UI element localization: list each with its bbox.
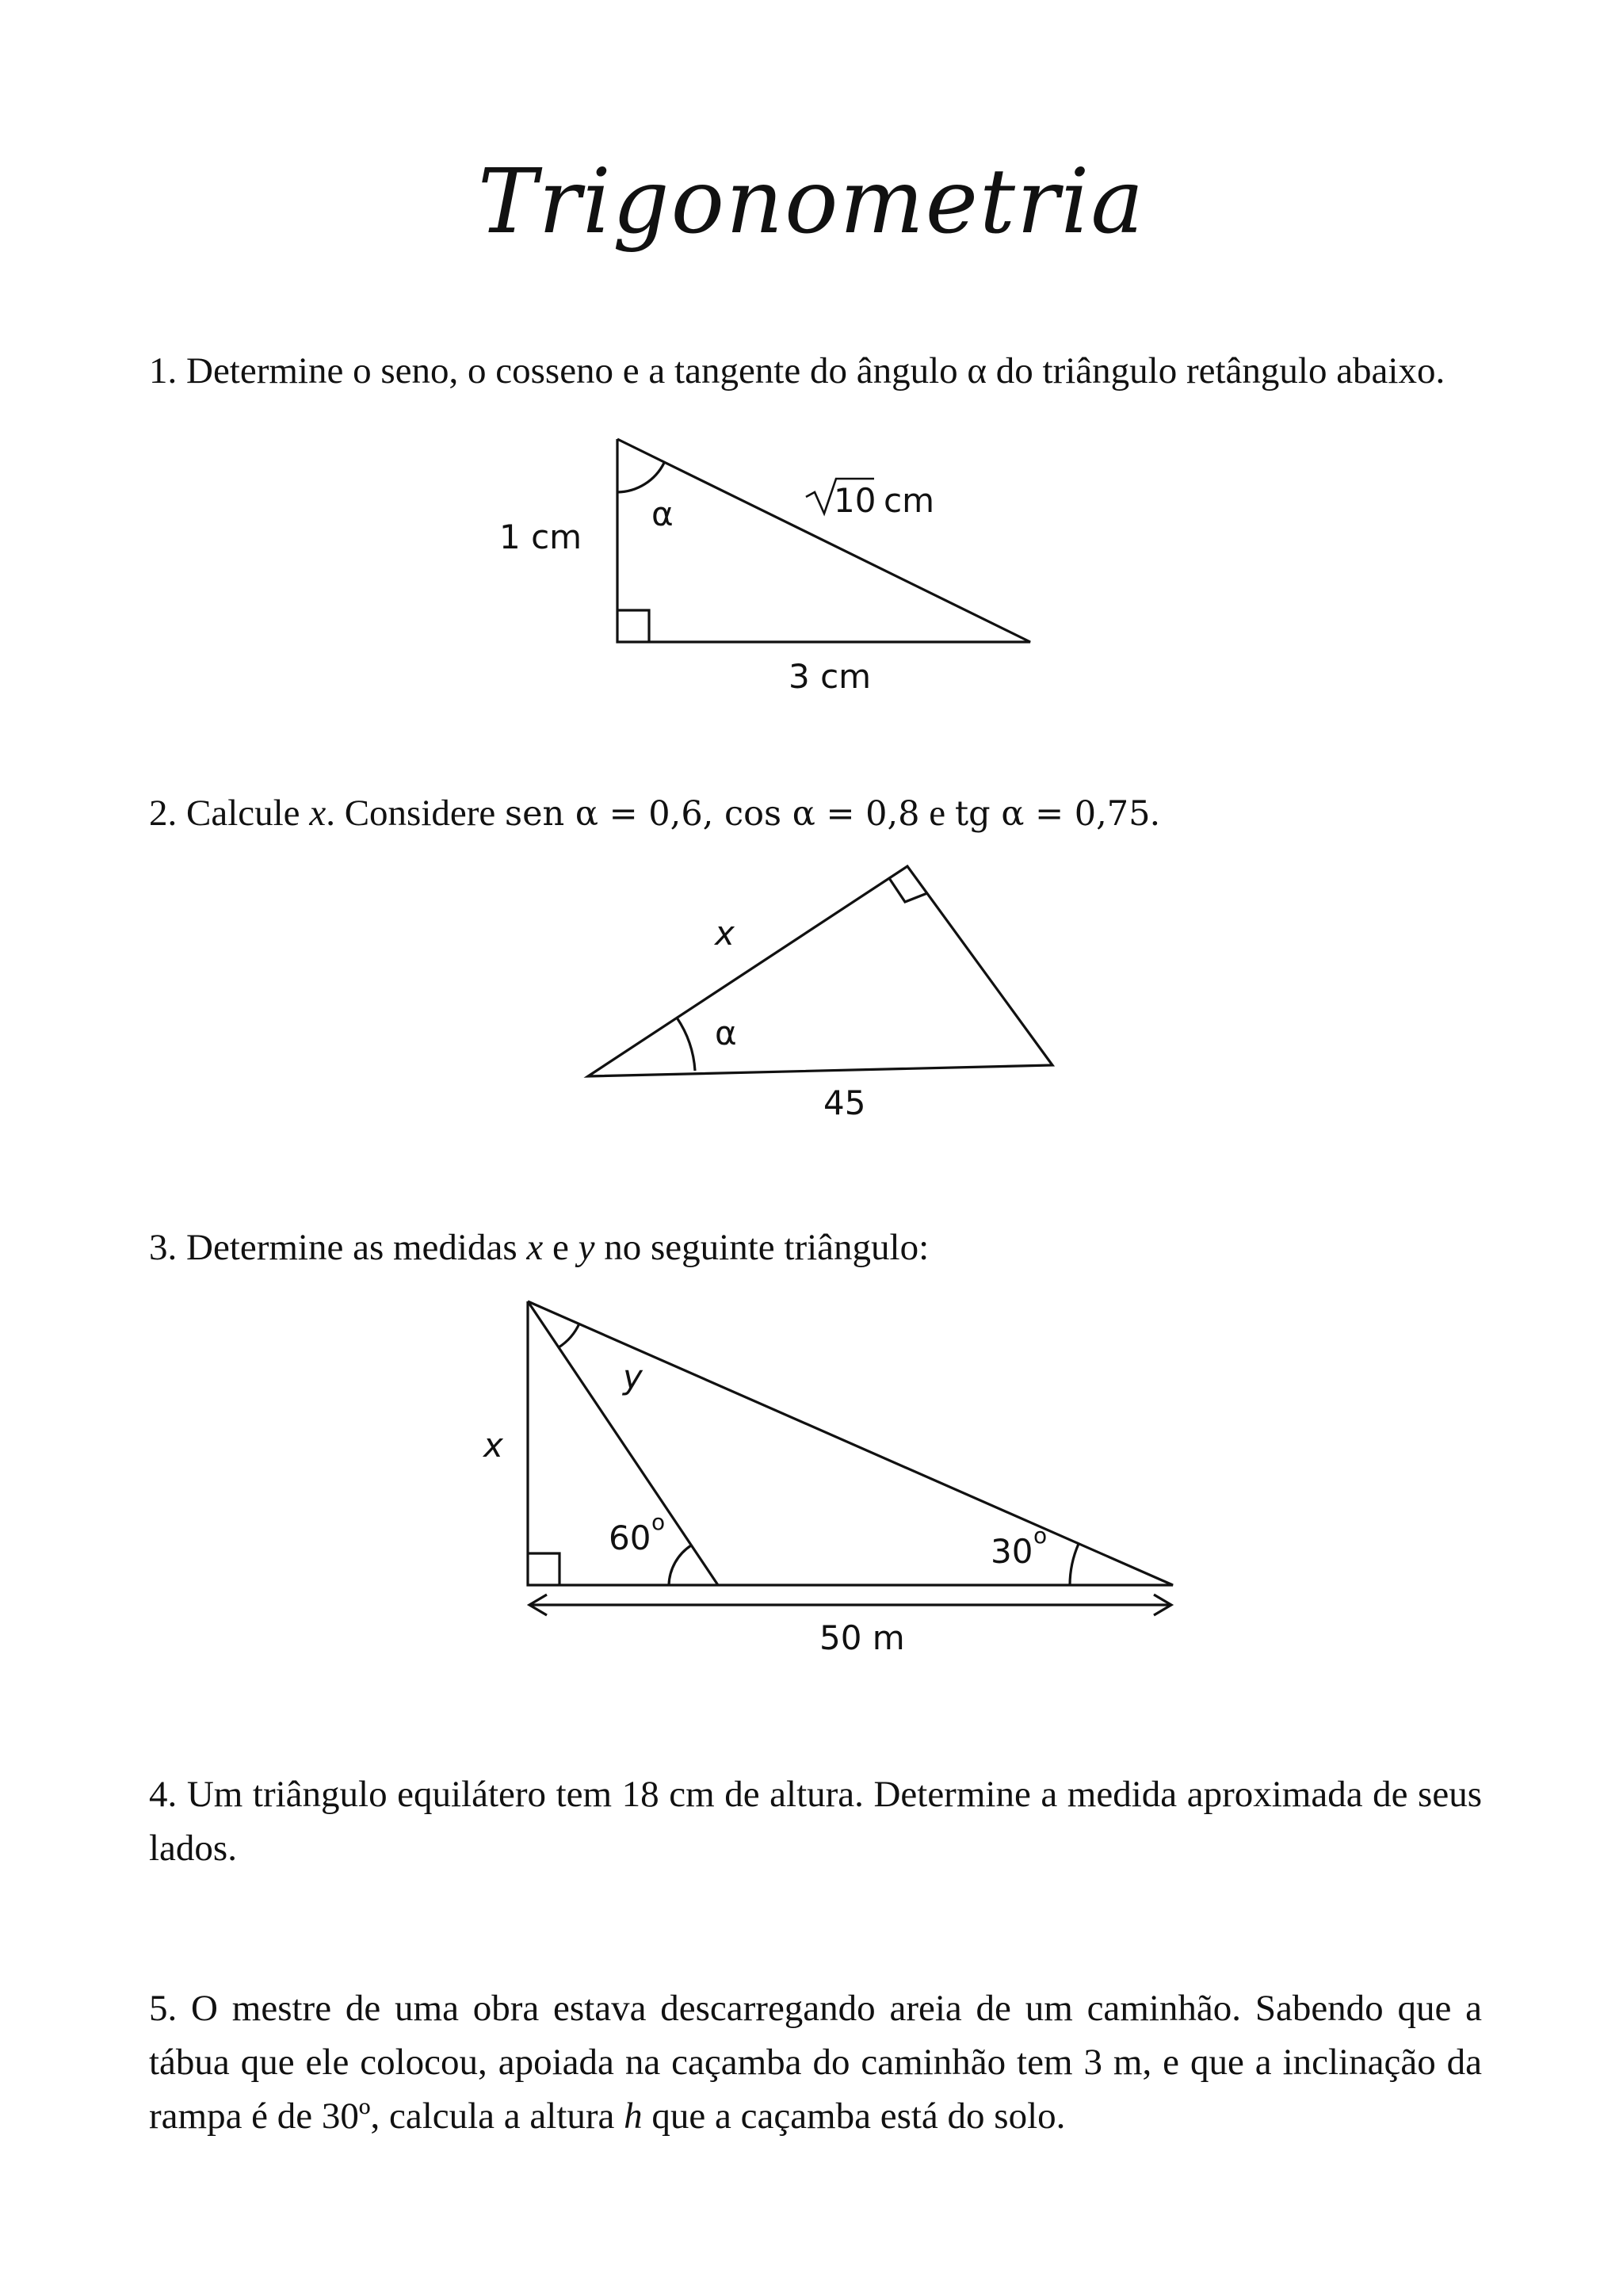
q3-var-x: x [526,1227,544,1268]
thirty-arc [1070,1544,1079,1585]
q2-cos-expr: cos α = 0,8 [724,794,920,834]
q2-var-x: x [309,793,327,834]
q2-end: . [1150,793,1160,834]
triangle-1-outline [617,439,1030,642]
question-2-text [149,786,1482,841]
q3-e: e [543,1227,579,1268]
q2-sen-expr: sen α = 0,6, [505,794,725,834]
q5-text-a: 5. O mestre de uma obra estava descarregando areia de um caminhão. Sabendo que a tábua que ele colocou, apoiada na caçamba do caminhão tem 3 m, e que a inclinação da rampa é de 30º, calcula a altura [149,1988,1482,2137]
q3-suffix: no seguinte triângulo: [594,1227,930,1268]
label-left-side-1: 1 cm [499,518,582,556]
label-hyp-unit: cm [884,481,935,520]
q5-var-h: h [624,2095,643,2137]
degree-60: o [651,1509,666,1535]
q5-text-b: que a caçamba está do solo. [642,2095,1066,2137]
question-4-text: 4. Um triângulo equilátero tem 18 cm de altura. Determine a medida aproximada de seus lados. [149,1774,1482,1869]
question-1-text: 1. Determine o seno, o cosseno e a tangente do ângulo α do triângulo retângulo abaixo. [149,350,1445,392]
label-base-1: 3 cm [789,657,872,696]
alpha-arc-2 [677,1018,695,1071]
right-angle-marker-1 [617,610,649,642]
q2-mid: . Considere [326,793,506,834]
label-x-3: x [483,1426,503,1465]
y-arc [559,1324,579,1347]
label-y-3: y [623,1358,643,1396]
q2-e: e [919,793,955,834]
triangle-3-figure [482,1301,1173,1657]
right-angle-marker-2 [889,878,927,902]
triangle-2-figure [588,866,1052,1122]
q3-var-y: y [578,1227,595,1268]
label-base-3: 50 m [819,1618,905,1657]
q2-prefix: 2. Calcule [149,793,310,834]
sixty-arc [669,1545,691,1585]
q2-tg-expr: tg α = 0,75 [954,794,1151,834]
degree-30: o [1033,1522,1048,1549]
label-x-2: x [715,914,735,953]
q3-prefix: 3. Determine as medidas [149,1227,527,1268]
label-alpha-1: α [651,495,674,533]
label-base-2: 45 [823,1083,866,1122]
label-60: 60 [609,1519,651,1557]
label-alpha-2: α [715,1014,737,1052]
question-3-text [149,1221,1482,1274]
question-5-text [149,1981,1482,2143]
label-30: 30 [991,1532,1033,1571]
page-title: Trigonometria [477,151,1146,254]
triangle-2-outline [588,866,1052,1076]
triangle-1-figure [499,439,1030,696]
right-angle-marker-3 [528,1553,559,1585]
alpha-arc-1 [617,463,664,492]
label-hyp-value: 10 [834,481,876,520]
